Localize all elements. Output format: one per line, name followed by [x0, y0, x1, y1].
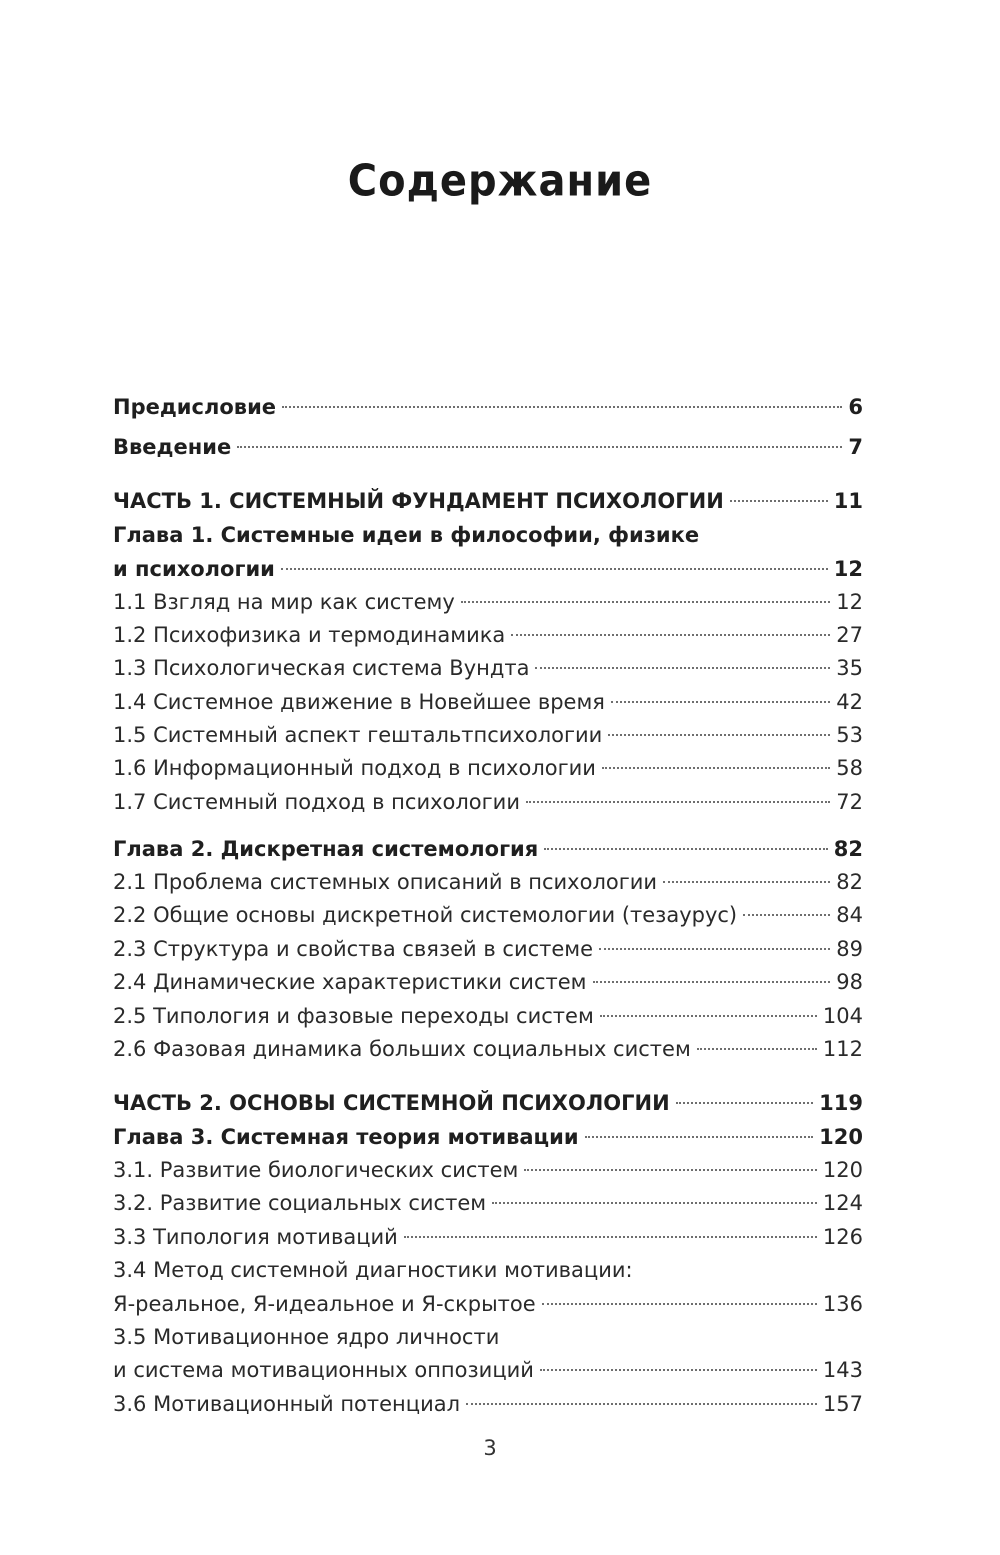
toc-page: 11	[833, 489, 863, 513]
toc-entry-2-2[interactable]	[113, 899, 863, 932]
toc-label: ЧАСТЬ 2. ОСНОВЫ СИСТЕМНОЙ ПСИХОЛОГИИ	[113, 1091, 670, 1115]
toc-page: 6	[848, 395, 863, 419]
toc-page: 119	[819, 1091, 863, 1115]
toc-page: 104	[822, 1004, 863, 1028]
toc-label: ЧАСТЬ 1. СИСТЕМНЫЙ ФУНДАМЕНТ ПСИХОЛОГИИ	[113, 489, 724, 513]
toc-page: 42	[836, 690, 863, 714]
toc-entry-2-3[interactable]	[113, 933, 863, 966]
toc-entry-2-1[interactable]	[113, 866, 863, 899]
toc-page: 58	[836, 756, 863, 780]
toc-label: 2.4 Динамические характеристики систем	[113, 970, 587, 994]
toc-3-4-line1: 3.4 Метод системной диагностики мотивации:	[113, 1258, 633, 1282]
dot-leader	[492, 1202, 817, 1204]
toc-page: 112	[822, 1037, 863, 1061]
toc-label: 1.5 Системный аспект гештальтпсихологии	[113, 723, 603, 747]
dot-leader	[526, 801, 830, 803]
page-number: 3	[483, 1436, 497, 1460]
dot-leader	[602, 767, 830, 769]
toc-page: 72	[836, 790, 863, 814]
toc-page: 89	[836, 937, 863, 961]
dot-leader	[730, 500, 828, 502]
toc-page: 124	[822, 1191, 863, 1215]
dot-leader	[461, 601, 830, 603]
toc-page: 143	[822, 1358, 863, 1382]
toc-entry-preface[interactable]	[113, 391, 863, 424]
toc-label: Глава 2. Дискретная системология	[113, 837, 539, 861]
toc-entry-intro[interactable]	[113, 431, 863, 464]
dot-leader	[535, 667, 830, 669]
toc-label: Введение	[113, 435, 232, 459]
dot-leader	[743, 914, 830, 916]
toc-label: и система мотивационных оппозиций	[113, 1358, 534, 1382]
toc-entry-3-2[interactable]	[113, 1187, 863, 1220]
dot-leader	[540, 1369, 817, 1371]
page-title: Содержание	[347, 155, 653, 207]
toc-page: 136	[822, 1292, 863, 1316]
toc-entry-chapter-3[interactable]	[113, 1121, 863, 1154]
dot-leader	[466, 1403, 817, 1405]
toc-label: 2.1 Проблема системных описаний в психологии	[113, 870, 658, 894]
dot-leader	[404, 1236, 817, 1238]
toc-label: 1.2 Психофизика и термодинамика	[113, 623, 506, 647]
toc-entry-1-2[interactable]	[113, 619, 863, 652]
dot-leader	[542, 1303, 817, 1305]
dot-leader	[511, 634, 830, 636]
toc-entry-3-4[interactable]	[113, 1288, 863, 1321]
dot-leader	[608, 734, 830, 736]
toc-entry-1-3[interactable]	[113, 652, 863, 685]
toc-label: 1.4 Системное движение в Новейшее время	[113, 690, 605, 714]
toc-entry-2-6[interactable]	[113, 1033, 863, 1066]
toc-label: 2.5 Типология и фазовые переходы систем	[113, 1004, 594, 1028]
toc-entry-1-5[interactable]	[113, 719, 863, 752]
toc-page: 12	[833, 557, 863, 581]
toc-label: 1.7 Системный подход в психологии	[113, 790, 520, 814]
toc-entry-2-4[interactable]	[113, 966, 863, 999]
toc-entry-1-1[interactable]	[113, 586, 863, 619]
dot-leader	[611, 701, 830, 703]
toc-3-5-line1: 3.5 Мотивационное ядро личности	[113, 1325, 500, 1349]
toc-page: 82	[836, 870, 863, 894]
toc-label: 3.1. Развитие биологических систем	[113, 1158, 519, 1182]
toc-label: 3.6 Мотивационный потенциал	[113, 1392, 461, 1416]
toc-label: 1.3 Психологическая система Вундта	[113, 656, 530, 680]
toc-entry-3-5[interactable]	[113, 1354, 863, 1387]
toc-label: и психологии	[113, 557, 275, 581]
toc-entry-chapter-2[interactable]	[113, 833, 863, 866]
dot-leader	[599, 948, 830, 950]
toc-page: 53	[836, 723, 863, 747]
toc-label: 3.2. Развитие социальных систем	[113, 1191, 487, 1215]
toc-page: 126	[822, 1225, 863, 1249]
dot-leader	[676, 1102, 814, 1104]
dot-leader	[281, 568, 828, 570]
toc-label: 2.2 Общие основы дискретной системологии (тезаурус)	[113, 903, 738, 927]
toc-entry-3-1[interactable]	[113, 1154, 863, 1187]
dot-leader	[593, 981, 831, 983]
dot-leader	[544, 848, 828, 850]
toc-page: 157	[822, 1392, 863, 1416]
toc-label: 2.6 Фазовая динамика больших социальных систем	[113, 1037, 691, 1061]
toc-chapter-1-line1: Глава 1. Системные идеи в философии, физике	[113, 523, 700, 547]
toc-entry-1-6[interactable]	[113, 752, 863, 785]
toc-label: 2.3 Структура и свойства связей в системе	[113, 937, 594, 961]
dot-leader	[663, 881, 830, 883]
toc-entry-1-4[interactable]	[113, 686, 863, 719]
dot-leader	[524, 1169, 817, 1171]
toc-page: 82	[833, 837, 863, 861]
toc-page: 98	[836, 970, 863, 994]
dot-leader	[585, 1136, 814, 1138]
toc-entry-part-1[interactable]	[113, 485, 863, 518]
toc-page: 120	[822, 1158, 863, 1182]
dot-leader	[697, 1048, 817, 1050]
toc-page: 84	[836, 903, 863, 927]
toc-label: 1.6 Информационный подход в психологии	[113, 756, 596, 780]
toc-label: Глава 3. Системная теория мотивации	[113, 1125, 579, 1149]
toc-page: 27	[836, 623, 863, 647]
toc-entry-2-5[interactable]	[113, 1000, 863, 1033]
toc-label: 1.1 Взгляд на мир как систему	[113, 590, 455, 614]
toc-entry-3-6[interactable]	[113, 1388, 863, 1421]
toc-page: 120	[819, 1125, 863, 1149]
toc-entry-chapter-1[interactable]	[113, 553, 863, 586]
toc-page: 12	[836, 590, 863, 614]
toc-page: 7	[848, 435, 863, 459]
dot-leader	[600, 1015, 817, 1017]
toc-label: Я-реальное, Я-идеальное и Я-скрытое	[113, 1292, 536, 1316]
toc-label: Предисловие	[113, 395, 277, 419]
toc-entry-1-7[interactable]	[113, 786, 863, 819]
toc-entry-part-2[interactable]	[113, 1087, 863, 1120]
toc-page: 35	[836, 656, 863, 680]
toc-entry-3-3[interactable]	[113, 1221, 863, 1254]
toc-label: 3.3 Типология мотиваций	[113, 1225, 398, 1249]
dot-leader	[237, 446, 842, 448]
dot-leader	[282, 406, 842, 408]
